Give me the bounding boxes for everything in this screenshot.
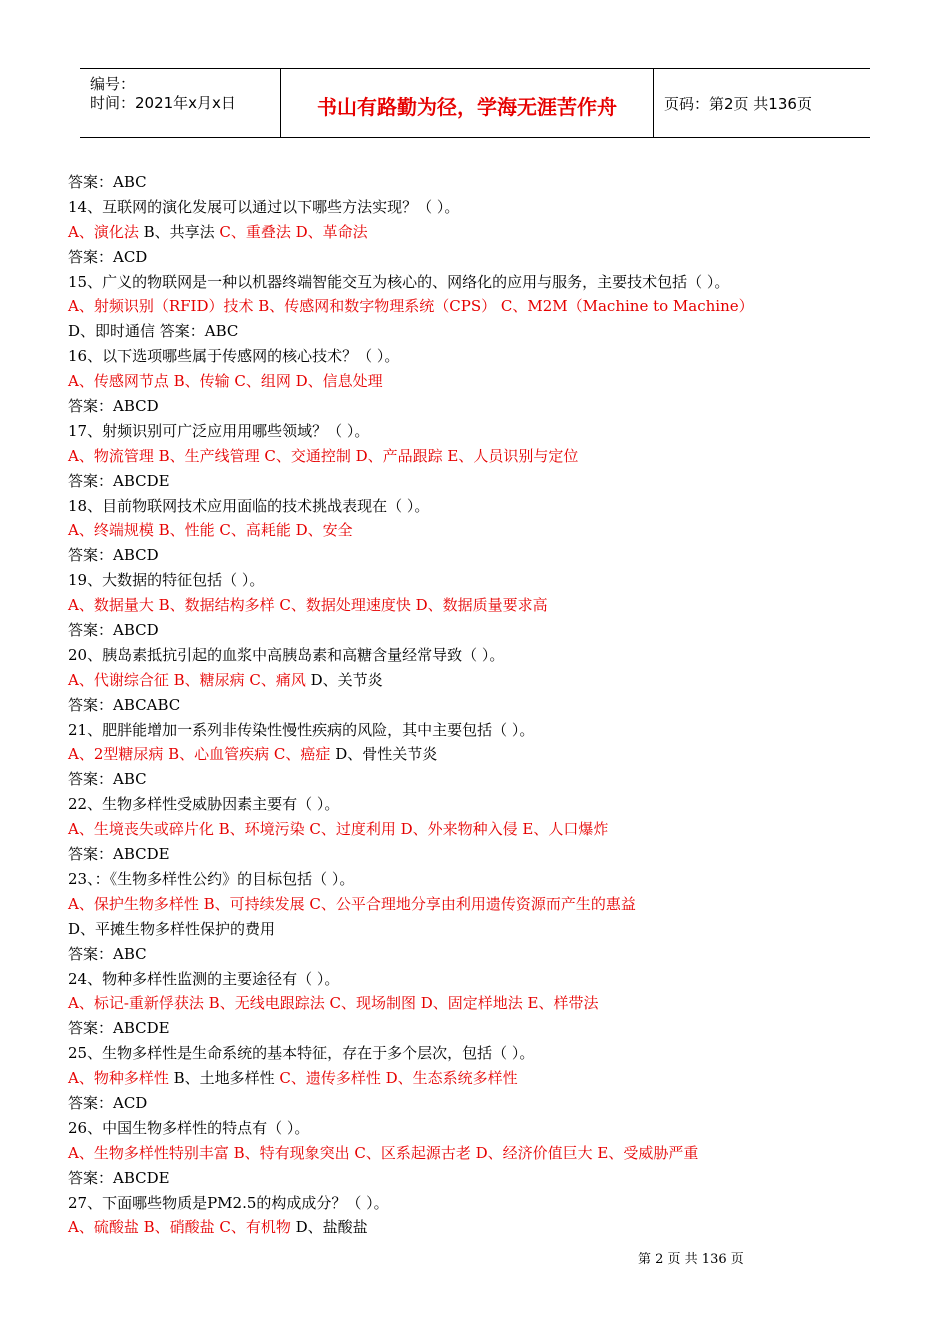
text-line — [68, 742, 868, 767]
text-segment: 答案：ABC — [68, 944, 147, 963]
text-segment: 答案：ABCD — [68, 397, 159, 416]
text-line — [68, 1091, 868, 1116]
header-page-cell — [654, 69, 870, 137]
text-line — [68, 294, 868, 319]
text-segment: 20、胰岛素抵抗引起的血浆中高胰岛素和高糖含量经常导致（ ）。 — [68, 645, 505, 664]
text-line — [68, 270, 868, 295]
text-segment: 答案：ABCABC — [68, 695, 181, 714]
text-line — [68, 842, 868, 867]
text-line — [68, 792, 868, 817]
text-line — [68, 917, 868, 942]
text-segment: A、物流管理 B、生产线管理 C、交通控制 D、产品跟踪 E、人员识别与定位 — [68, 446, 579, 465]
text-segment: A、射频识别（RFID）技术 B、传感网和数字物理系统（CPS） C、M2M（Machine to Machine） — [68, 297, 754, 316]
text-line — [68, 543, 868, 568]
motto: 书山有路勤为径，学海无涯苦作舟 — [317, 95, 617, 119]
text-line — [68, 817, 868, 842]
text-line — [68, 1066, 868, 1091]
header-info-cell — [80, 69, 281, 137]
text-segment: 答案：ABCDE — [68, 1019, 170, 1038]
page-footer: 第 2 页 共 136 页 — [638, 1252, 744, 1267]
text-segment: C、遗传多样性 D、生态系统多样性 — [279, 1069, 518, 1088]
text-line — [68, 693, 868, 718]
text-segment: 14、互联网的演化发展可以通过以下哪些方法实现？（ ）。 — [68, 197, 460, 216]
text-segment: A、生境丧失或碎片化 B、环境污染 C、过度利用 D、外来物种入侵 E、人口爆炸 — [68, 820, 609, 839]
text-segment: 18、目前物联网技术应用面临的技术挑战表现在（ ）。 — [68, 496, 430, 515]
text-line — [68, 344, 868, 369]
page-header — [80, 68, 870, 138]
date-label: 时间：2021年x月x日 — [90, 94, 236, 112]
question-list — [68, 170, 868, 1240]
text-line — [68, 767, 868, 792]
text-segment: A、数据量大 B、数据结构多样 C、数据处理速度快 D、数据质量要求高 — [68, 596, 548, 615]
text-segment: 23、：《生物多样性公约》的目标包括（ ）。 — [68, 869, 355, 888]
text-line — [68, 1041, 868, 1066]
text-line — [68, 494, 868, 519]
text-segment: D、关节炎 — [310, 670, 383, 689]
text-segment: A、硫酸盐 B、硝酸盐 C、有机物 — [68, 1218, 296, 1237]
text-line — [68, 245, 868, 270]
text-line — [68, 220, 868, 245]
text-line — [68, 618, 868, 643]
text-segment: 16、以下选项哪些属于传感网的核心技术？（ ）。 — [68, 347, 400, 366]
text-segment: 22、生物多样性受威胁因素主要有（ ）。 — [68, 795, 340, 814]
text-segment: 答案：ABCDE — [68, 845, 170, 864]
text-line — [68, 568, 868, 593]
text-segment: 答案：ACD — [68, 1093, 148, 1112]
text-line — [68, 593, 868, 618]
text-line — [68, 1215, 868, 1240]
text-line — [68, 643, 868, 668]
text-segment: 答案：ABC — [68, 770, 147, 789]
text-line — [68, 718, 868, 743]
header-motto-cell — [281, 69, 654, 137]
text-segment: 27、下面哪些物质是PM2.5的构成成分？（ ）。 — [68, 1193, 389, 1212]
text-segment: D、平摊生物多样性保护的费用 — [68, 919, 276, 938]
text-line — [68, 394, 868, 419]
text-line — [68, 518, 868, 543]
text-segment: 答案：ACD — [68, 247, 148, 266]
number-label: 编号： — [90, 75, 136, 93]
text-segment: 19、大数据的特征包括（ ）。 — [68, 571, 265, 590]
text-line — [68, 1191, 868, 1216]
text-segment: 答案：ABCD — [68, 621, 159, 640]
text-segment: A、标记-重新俘获法 B、无线电跟踪法 C、现场制图 D、固定样地法 E、样带法 — [68, 994, 599, 1013]
text-line — [68, 1141, 868, 1166]
text-segment: 26、中国生物多样性的特点有（ ）。 — [68, 1118, 310, 1137]
text-segment: A、生物多样性特别丰富 B、特有现象突出 C、区系起源古老 D、经济价值巨大 E、受威胁严重 — [68, 1143, 699, 1162]
text-segment: 17、射频识别可广泛应用用哪些领域？（ ）。 — [68, 421, 370, 440]
text-line — [68, 419, 868, 444]
text-line — [68, 1016, 868, 1041]
text-segment: A、传感网节点 B、传输 C、组网 D、信息处理 — [68, 372, 383, 391]
text-segment: 25、生物多样性是生命系统的基本特征，存在于多个层次，包括（ ）。 — [68, 1044, 535, 1063]
text-line — [68, 444, 868, 469]
text-segment: A、物种多样性 — [68, 1069, 174, 1088]
text-line — [68, 991, 868, 1016]
text-segment: 24、物种多样性监测的主要途径有（ ）。 — [68, 969, 340, 988]
text-line — [68, 867, 868, 892]
text-line — [68, 1166, 868, 1191]
text-line — [68, 369, 868, 394]
text-segment: 21、肥胖能增加一系列非传染性慢性疾病的风险，其中主要包括（ ）。 — [68, 720, 535, 739]
text-segment: C、重叠法 D、革命法 — [219, 222, 368, 241]
text-segment: A、代谢综合征 B、糖尿病 C、痛风 — [68, 670, 311, 689]
text-segment: 答案：ABCDE — [68, 471, 170, 490]
text-segment: 答案：ABCD — [68, 546, 159, 565]
text-segment: B、共享法 — [143, 222, 220, 241]
text-segment: D、即时通信 答案：ABC — [68, 322, 239, 341]
text-line — [68, 319, 868, 344]
text-segment: A、演化法 — [68, 222, 144, 241]
text-segment: A、终端规模 B、性能 C、高耗能 D、安全 — [68, 521, 353, 540]
text-segment: A、保护生物多样性 B、可持续发展 C、公平合理地分享由利用遗传资源而产生的惠益 — [68, 894, 636, 913]
text-line — [68, 892, 868, 917]
text-line — [68, 195, 868, 220]
text-line — [68, 967, 868, 992]
text-line — [68, 942, 868, 967]
text-line — [68, 469, 868, 494]
text-line — [68, 1116, 868, 1141]
text-segment: 答案：ABCDE — [68, 1168, 170, 1187]
text-segment: D、骨性关节炎 — [335, 745, 438, 764]
text-segment: 答案：ABC — [68, 173, 147, 191]
text-line — [68, 170, 868, 195]
text-segment: A、2型糖尿病 B、心血管疾病 C、癌症 — [68, 745, 336, 764]
text-segment: 15、广义的物联网是一种以机器终端智能交互为核心的、网络化的应用与服务，主要技术包括（ ）。 — [68, 272, 730, 291]
text-segment: B、土地多样性 — [173, 1069, 280, 1088]
page-number-label: 页码：第2页 共136页 — [664, 95, 812, 113]
text-segment: D、盐酸盐 — [295, 1218, 368, 1237]
text-line — [68, 668, 868, 693]
